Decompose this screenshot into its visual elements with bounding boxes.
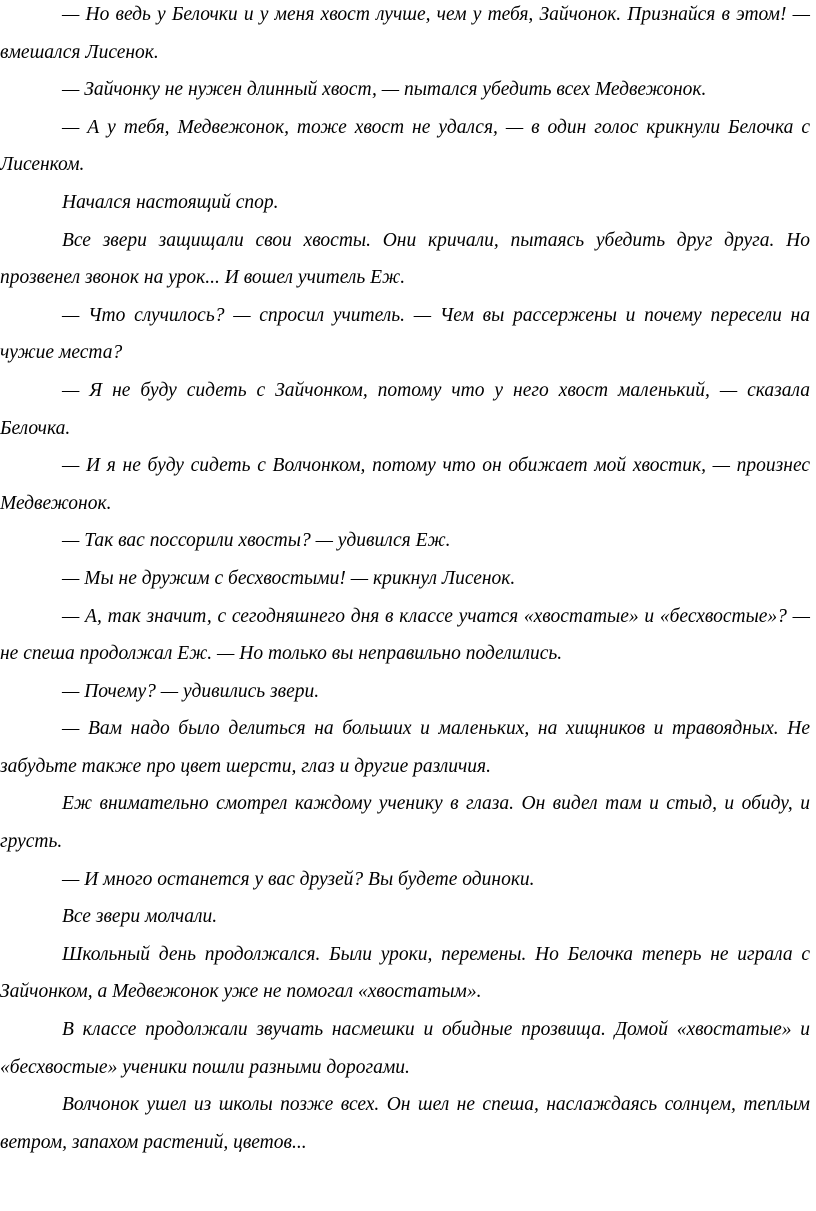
paragraph-18: В классе продолжали звучать насмешки и обидные прозвища. Домой «хвостатые» и «бесхвостые» ученики пошли разными дорогами. — [0, 1019, 810, 1078]
paragraph-7: — Я не буду сидеть с Зайчонком, потому что у него хвост маленький, — сказала Белочка. — [0, 379, 810, 439]
paragraph-9: — Так вас поссорили хвосты? — удивился Еж. — [62, 530, 451, 552]
paragraph-16: Все звери молчали. — [62, 906, 218, 928]
paragraph-11: — А, так значит, с сегодняшнего дня в классе учатся «хвостатые» и «бесхвостые»? — не спеша продолжал Еж. — Но только вы неправильно поделились. — [0, 605, 810, 665]
paragraph-3: — А у тебя, Медвежонок, тоже хвост не удался, — в один голос крикнули Белочка с Лисенком. — [0, 116, 810, 176]
paragraph-10: — Мы не дружим с бесхвостыми! — крикнул Лисенок. — [62, 567, 516, 589]
paragraph-12: — Почему? — удивились звери. — [62, 680, 320, 702]
paragraph-19: Волчонок ушел из школы позже всех. Он шел не спеша, наслаждаясь солнцем, теплым ветром, запахом растений, цветов... — [0, 1094, 810, 1153]
paragraph-17: Школьный день продолжался. Были уроки, перемены. Но Белочка теперь не играла с Зайчонком, а Медвежонок уже не помогал «хвостатым». — [0, 943, 810, 1003]
paragraph-1: — Но ведь у Белочки и у меня хвост лучше, чем у тебя, Зайчонок. Признайся в этом! — вмешался Лисенок. — [0, 4, 810, 63]
paragraph-2: — Зайчонку не нужен длинный хвост, — пытался убедить всех Медвежонок. — [62, 79, 707, 101]
paragraph-13: — Вам надо было делиться на больших и маленьких, на хищников и травоядных. Не забудьте также про цвет шерсти, глаз и другие различия. — [0, 718, 810, 777]
paragraph-15: — И много останется у вас друзей? Вы будете одиноки. — [62, 868, 535, 890]
paragraph-8: — И я не буду сидеть с Волчонком, потому что он обижает мой хвостик, — произнес Медвежонок. — [0, 455, 810, 514]
paragraph-14: Еж внимательно смотрел каждому ученику в глаза. Он видел там и стыд, и обиду, и грусть. — [0, 793, 810, 853]
paragraph-6: — Что случилось? — спросил учитель. — Чем вы рассержены и почему пересели на чужие места? — [0, 304, 810, 364]
paragraph-5: Все звери защищали свои хвосты. Они кричали, пытаясь убедить друг друга. Но прозвенел звонок на урок... И вошел учитель Еж. — [0, 229, 810, 289]
paragraph-4: Начался настоящий спор. — [62, 191, 279, 213]
